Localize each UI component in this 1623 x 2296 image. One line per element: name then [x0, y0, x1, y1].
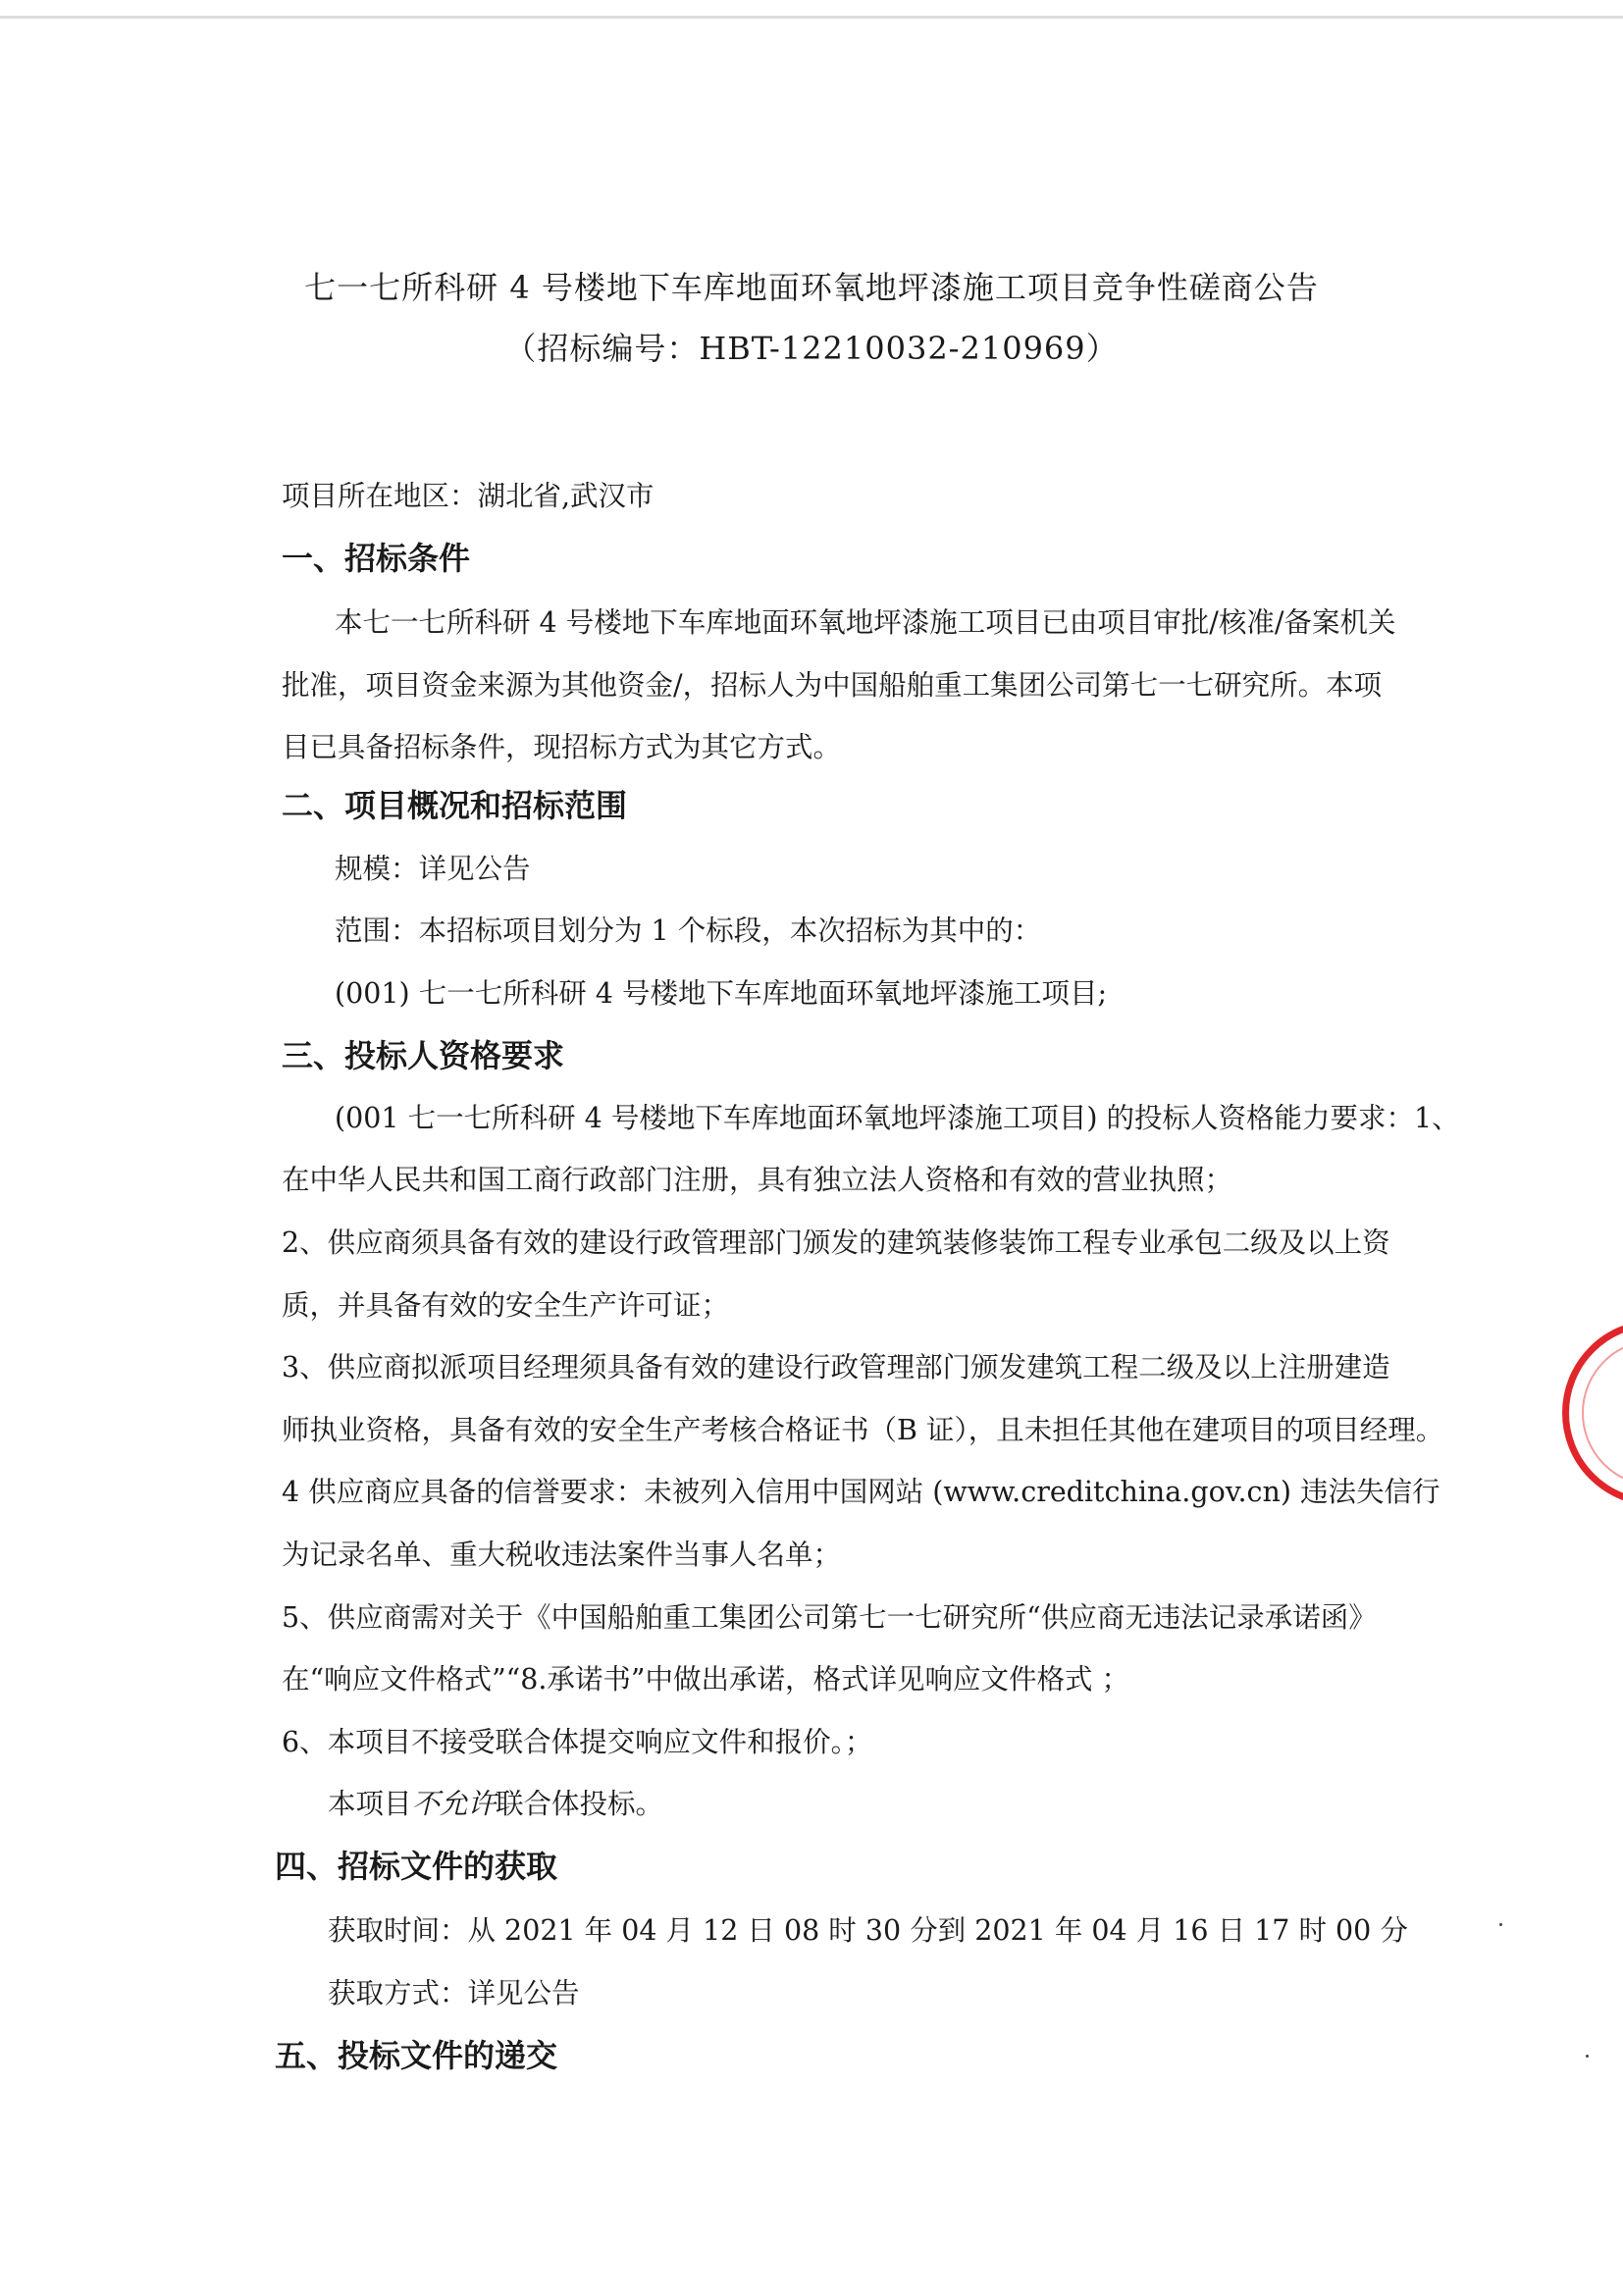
section-heading: 三、投标人资格要求 — [282, 1037, 565, 1074]
section-heading: 一、招标条件 — [282, 540, 471, 577]
section-heading: 二、项目概况和招标范围 — [282, 787, 628, 824]
scan-speck — [1499, 1923, 1502, 1926]
paragraph-line: 6、本项目不接受联合体提交响应文件和报价。； — [282, 1726, 873, 1758]
consortium-suffix: 联合体投标。 — [496, 1788, 664, 1820]
paragraph-line: 质，并具备有效的安全生产许可证； — [282, 1289, 730, 1322]
scan-speck — [1586, 2055, 1589, 2058]
paragraph-line: 批准，项目资金来源为其他资金/，招标人为中国船舶重工集团公司第七一七研究所。本项 — [282, 669, 1383, 702]
document-subtitle: （招标编号：HBT-12210032-210969） — [504, 330, 1119, 367]
paragraph-line: 4 供应商应具备的信誉要求：未被列入信用中国网站 (www.creditchina.gov.cn) 违法失信行 — [282, 1476, 1440, 1508]
paragraph-line: (001) 七一七所科研 4 号楼地下车库地面环氧地坪漆施工项目; — [335, 977, 1108, 1010]
paragraph-line: 5、供应商需对关于《中国船舶重工集团公司第七一七研究所“供应商无违法记录承诺函》 — [282, 1601, 1377, 1634]
consortium-emphasis: 不允许 — [411, 1788, 497, 1820]
paragraph-line: 在中华人民共和国工商行政部门注册，具有独立法人资格和有效的营业执照； — [282, 1164, 1233, 1196]
paragraph-line: 规模：详见公告 — [335, 853, 531, 885]
paragraph-line: 本七一七所科研 4 号楼地下车库地面环氧地坪漆施工项目已由项目审批/核准/备案机关 — [335, 606, 1396, 639]
paragraph-line: (001 七一七所科研 4 号楼地下车库地面环氧地坪漆施工项目) 的投标人资格能力要求：1、 — [335, 1102, 1460, 1134]
region-line: 项目所在地区：湖北省,武汉市 — [282, 480, 654, 512]
page-top-edge — [0, 16, 1623, 19]
paragraph-line: 2、供应商须具备有效的建设行政管理部门颁发的建筑装修装饰工程专业承包二级及以上资 — [282, 1226, 1390, 1259]
paragraph-line: 范围：本招标项目划分为 1 个标段，本次招标为其中的： — [335, 914, 1042, 947]
paragraph-line: 获取方式：详见公告 — [328, 1977, 580, 2009]
section-heading: 五、投标文件的递交 — [275, 2037, 558, 2074]
section-heading: 四、招标文件的获取 — [275, 1848, 558, 1885]
document-title: 七一七所科研 4 号楼地下车库地面环氧地坪漆施工项目竞争性磋商公告 — [304, 269, 1319, 306]
paragraph-line: 在“响应文件格式”“8.承诺书”中做出承诺，格式详见响应文件格式 ； — [282, 1663, 1130, 1696]
paragraph-line: 目已具备招标条件，现招标方式为其它方式。 — [282, 731, 842, 763]
paragraph-line: 3、供应商拟派项目经理须具备有效的建设行政管理部门颁发建筑工程二级及以上注册建造 — [282, 1351, 1390, 1383]
consortium-prefix: 本项目 — [328, 1788, 412, 1820]
consortium-line — [328, 1782, 663, 1822]
paragraph-line: 获取时间：从 2021 年 04 月 12 日 08 时 30 分到 2021 年 04 月 16 日 17 时 00 分 — [328, 1914, 1408, 1947]
paragraph-line: 为记录名单、重大税收违法案件当事人名单； — [282, 1539, 842, 1571]
paragraph-line: 师执业资格，具备有效的安全生产考核合格证书（B 证），且未担任其他在建项目的项目经理。 — [282, 1414, 1444, 1446]
